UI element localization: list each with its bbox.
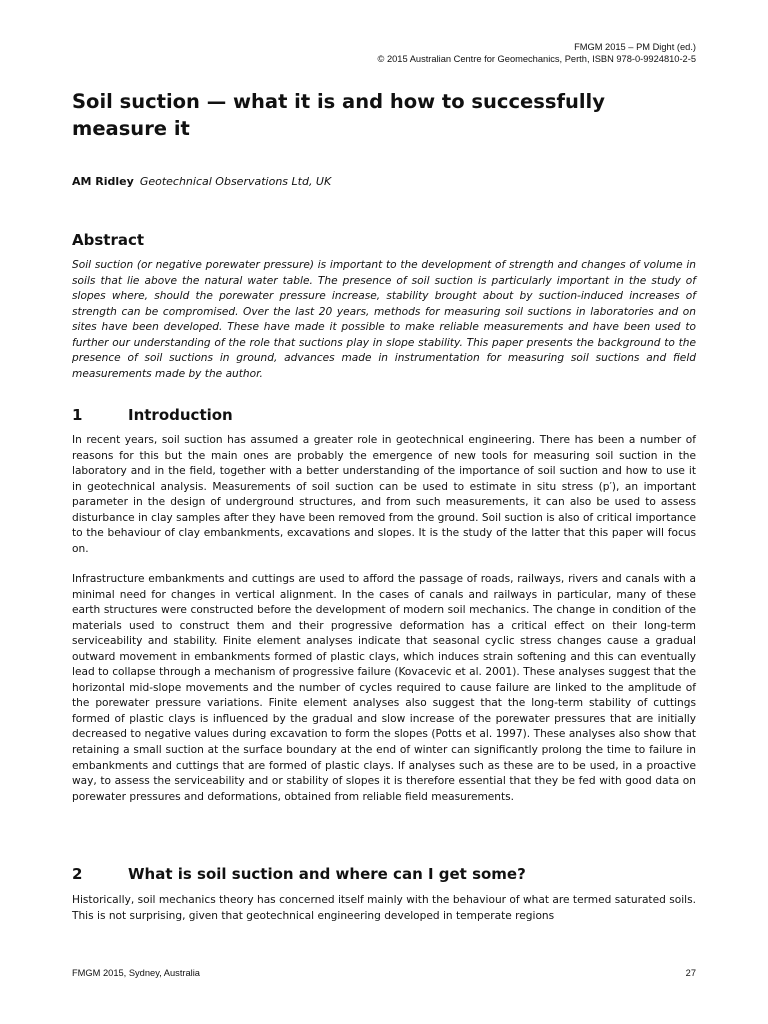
abstract-heading: Abstract [72, 231, 145, 249]
paper-title: Soil suction — what it is and how to successfully measure it [72, 90, 605, 140]
section-1-heading [72, 405, 696, 425]
section-1-title: Introduction [128, 406, 233, 424]
section-2-heading [72, 864, 696, 884]
page-number: 27 [685, 968, 696, 978]
author-name: AM Ridley [72, 175, 134, 188]
author-line [72, 175, 331, 189]
author-affiliation: Geotechnical Observations Ltd, UK [139, 175, 332, 188]
section-1-paragraph-2: Infrastructure embankments and cuttings are used to afford the passage of roads, railways, rivers and canals with a minimal need for changes in vertical alignment. In the cases of canals and railways in particular, many of these earth structures were constructed before the development of modern soil mechanics. The change in condition of the materials used to construct them and their progressive deformation has a critical effect on their long-term serviceability and stability. Finite element analyses indicate that seasonal cyclic stress changes cause a gradual outward movement in embankments formed of plastic clays, which induces strain softening and this can eventually lead to collapse through a mechanism of progressive failure (Kovacevic et al. 2001). These analyses suggest that the horizontal mid-slope movements and the number of cycles required to cause failure are linked to the amplitude of the porewater pressure variations. Finite element analyses also suggest that the long-term stability of cuttings formed of plastic clays is influenced by the gradual and slow increase of the porewater pressures that are initially decreased to negative values during excavation to form the slopes (Potts et al. 1997). These analyses also show that retaining a small suction at the surface boundary at the end of winter can significantly prolong the time to failure in embankments and cuttings that are formed of plastic clays. If analyses such as these are to be used, in a proactive way, to assess the serviceability and or stability of slopes it is therefore essential that they be fed with good data on porewater pressures and deformations, obtained from reliable field measurements. [72, 573, 696, 803]
section-2-number: 2 [72, 865, 83, 883]
footer-conference: FMGM 2015, Sydney, Australia [72, 968, 200, 978]
section-1-number: 1 [72, 406, 83, 424]
section-2-title: What is soil suction and where can I get some? [128, 865, 526, 883]
section-1-paragraph-1: In recent years, soil suction has assumed a greater role in geotechnical engineering. There has been a number of reasons for this but the main ones are probably the emergence of new tools for measuring soil suction in the laboratory and in the field, together with a better understanding of the importance of soil suction and how to use it in geotechnical analysis. Measurements of soil suction can be used to estimate in situ stress (p′), an important parameter in the design of underground structures, and from such measurements, it can also be used to assess disturbance in clay samples after they have been removed from the ground. Soil suction is also of critical importance to the behaviour of clay embankments, excavations and slopes. It is the study of the latter that this paper will focus on. [72, 434, 696, 555]
running-head-copyright: © 2015 Australian Centre for Geomechanics, Perth, ISBN 978-0-9924810-2-5 [377, 54, 696, 64]
running-head [378, 41, 696, 65]
running-head-proceedings: FMGM 2015 – PM Dight (ed.) [574, 42, 696, 52]
section-2-paragraph-1: Historically, soil mechanics theory has concerned itself mainly with the behaviour of what are termed saturated soils. This is not surprising, given that geotechnical engineering developed in temperate regions [72, 894, 696, 922]
abstract-text: Soil suction (or negative porewater pressure) is important to the development of strength and changes of volume in soils that lie above the natural water table. The presence of soil suction is particularly important in the study of slopes where, should the porewater pressure increase, stability brought about by suction-induced increases of strength can be compromised. Over the last 20 years, methods for measuring soil suctions in laboratories and on sites have been developed. These have made it possible to make reliable measurements and have been used to further our understanding of the role that suctions play in slope stability. This paper presents the background to the presence of soil suctions in ground, advances made in instrumentation for measuring soil suctions and field measurements made by the author. [72, 259, 696, 380]
